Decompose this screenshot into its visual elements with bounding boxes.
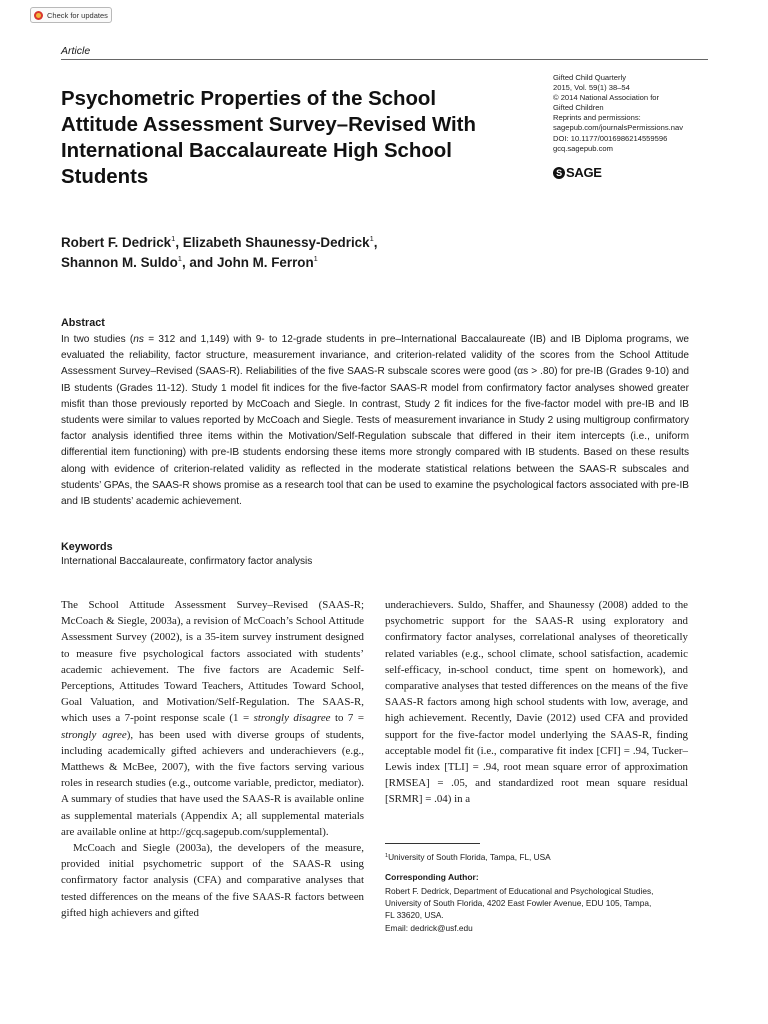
journal-doi[interactable]: DOI: 10.1177/0016986214559596: [553, 133, 668, 143]
journal-copyright-org: Gifted Children: [553, 103, 604, 113]
footnote-divider: [385, 843, 480, 844]
affiliation-mark: 1: [369, 234, 374, 243]
abstract-heading: Abstract: [61, 317, 105, 329]
sage-s-icon: S: [553, 167, 565, 179]
keywords-text: International Baccalaureate, confirmatory factor analysis: [61, 556, 313, 567]
article-type-label: Article: [61, 45, 91, 57]
affiliation-footnote: $^1$University of South Florida, Tampa, FL, USA: [385, 852, 551, 862]
affiliation-mark: 1: [313, 254, 318, 263]
journal-volume: 2015, Vol. 59(1) 38–54: [553, 83, 630, 93]
corresponding-author-line: FL 33620, USA.: [385, 910, 444, 921]
check-for-updates-button[interactable]: [30, 7, 112, 23]
sage-logo: [553, 165, 602, 180]
crossmark-icon: [34, 11, 43, 20]
corresponding-author-details: [385, 885, 695, 934]
body-paragraph: underachievers. Suldo, Shaffer, and Shaunessy (2008) added to the psychometric support for the SAAS-R using exploratory and confirmatory factor analyses, correlational analyses of theoretically related variables (e.g., school climate, school satisfaction, academic self-efficacy, in-school conduct, time spent on homework), and comparative analyses that tested differences on the means of the five SAAS-R factors among high school students with low, average, and high achievement. Recently, Davie (2012) used CFA and provided support for the five-factor model underlying the SAAS-R, finding acceptable model fit (i.e., comparative fit index [CFI] = .94, Tucker–Lewis index [TLI] = .94, root mean square error of approximation [RMSEA] = .05, and standardized root mean square residual [SRMR] = .04) in a: [385, 599, 688, 806]
sage-logo-text: SAGE: [566, 165, 602, 180]
author-name: John M. Ferron: [216, 255, 314, 270]
journal-reprints-link[interactable]: sagepub.com/journalsPermissions.nav: [553, 123, 684, 133]
affiliation-mark: 1: [171, 234, 176, 243]
journal-copyright: © 2014 National Association for: [553, 93, 660, 103]
author-name: Elizabeth Shaunessy-Dedrick: [182, 235, 370, 250]
check-for-updates-label: Check for updates: [47, 10, 108, 20]
corresponding-author-heading: Corresponding Author:: [385, 872, 479, 882]
author-list: Robert F. Dedrick$^1$, Elizabeth Shaunessy-Dedrick$^1$, Shannon M. Suldo$^1$, and John M. Ferron$^1$: [61, 234, 378, 270]
body-paragraph: McCoach and Siegle (2003a), the developers of the measure, provided initial psychometric support of the SAAS-R using confirmatory factor analysis (CFA) and comparative analyses that tested differences on the means of the five SAAS-R factors between gifted high achievers and gifted: [61, 842, 364, 919]
corresponding-author-line: Robert F. Dedrick, Department of Educational and Psychological Studies,: [385, 886, 654, 896]
journal-name: Gifted Child Quarterly: [553, 73, 627, 82]
abstract-text: In two studies (ns = 312 and 1,149) with 9- to 12-grade students in pre–International Baccalaureate (IB) and IB Diploma programs, we evaluated the reliability, factor structure, measurement invariance, and criterion-related validity of the scores from the School Attitude Assessment Survey–Revised (SAAS-R). Reliabilities of the five SAAS-R subscale scores were good (αs > .80) for pre-IB (Grades 9-10) and IB students (Grades 11-12). Study 1 model fit indices for the five-factor SAAS-R model from confirmatory factor analyses showed greater misfit than those previously reported by McCoach and Siegle. In contrast, Study 2 fit indices for the five-factor model with pre-IB and IB students were similar to values reported by McCoach and Siegle. Tests of measurement invariance in Study 2 using multigroup confirmatory factor analysis identified three items within the Motivation/Self-Regulation subscale that differed in their item intercepts (i.e., uniform differential item functioning) with pre-IB students endorsing these items more strongly compared with IB students. Based on these results along with evidence of criterion-related validity as reflected in the moderate statistical relations between the SAAS-R subscales and students’ GPAs, the SAAS-R shows promise as a research tool that can be used to examine the psychological factors associated with pre-IB and IB students’ academic achievement.: [61, 334, 689, 508]
keywords-heading: Keywords: [61, 541, 113, 553]
author-name: Shannon M. Suldo: [61, 255, 178, 270]
body-column-right: [385, 597, 688, 808]
article-title: Psychometric Properties of the School Attitude Assessment Survey–Revised With International Baccalaureate High School Students: [61, 88, 476, 188]
corresponding-author-line: University of South Florida, 4202 East Fowler Avenue, EDU 105, Tampa,: [385, 898, 652, 909]
body-column-left: [61, 597, 364, 921]
affiliation-mark: 1: [177, 254, 182, 263]
corresponding-author-email[interactable]: Email: dedrick@usf.edu: [385, 922, 473, 933]
journal-site-link[interactable]: gcq.sagepub.com: [553, 143, 613, 153]
author-name: Robert F. Dedrick: [61, 235, 172, 250]
header-divider: [61, 59, 708, 60]
body-paragraph: The School Attitude Assessment Survey–Revised (SAAS-R; McCoach & Siegle, 2003a), a revision of McCoach’s School Attitude Assessment Survey (2002), is a 35-item survey instrument designed to measure five psychological factors associated with students’ academic achievement. The five factors are Academic Self-Perceptions, Attitudes Toward Teachers, Attitudes Toward School, Goal Valuation, and Motivation/Self-Regulation. The SAAS-R, which uses a 7-point response scale (1 = strongly disagree to 7 = strongly agree), has been used with diverse groups of students, including academically gifted achievers and underachievers (e.g., Matthews & McBee, 2007), with the five factors serving various roles in research studies (e.g., outcome variable, predictor, mediator). A summary of studies that have used the SAAS-R is available online as supplemental materials (Appendix A; all supplemental materials are available online at http://gcq.sagepub.com/supplemental).: [61, 599, 365, 838]
journal-info: [553, 73, 723, 154]
journal-reprints: Reprints and permissions:: [553, 113, 641, 123]
